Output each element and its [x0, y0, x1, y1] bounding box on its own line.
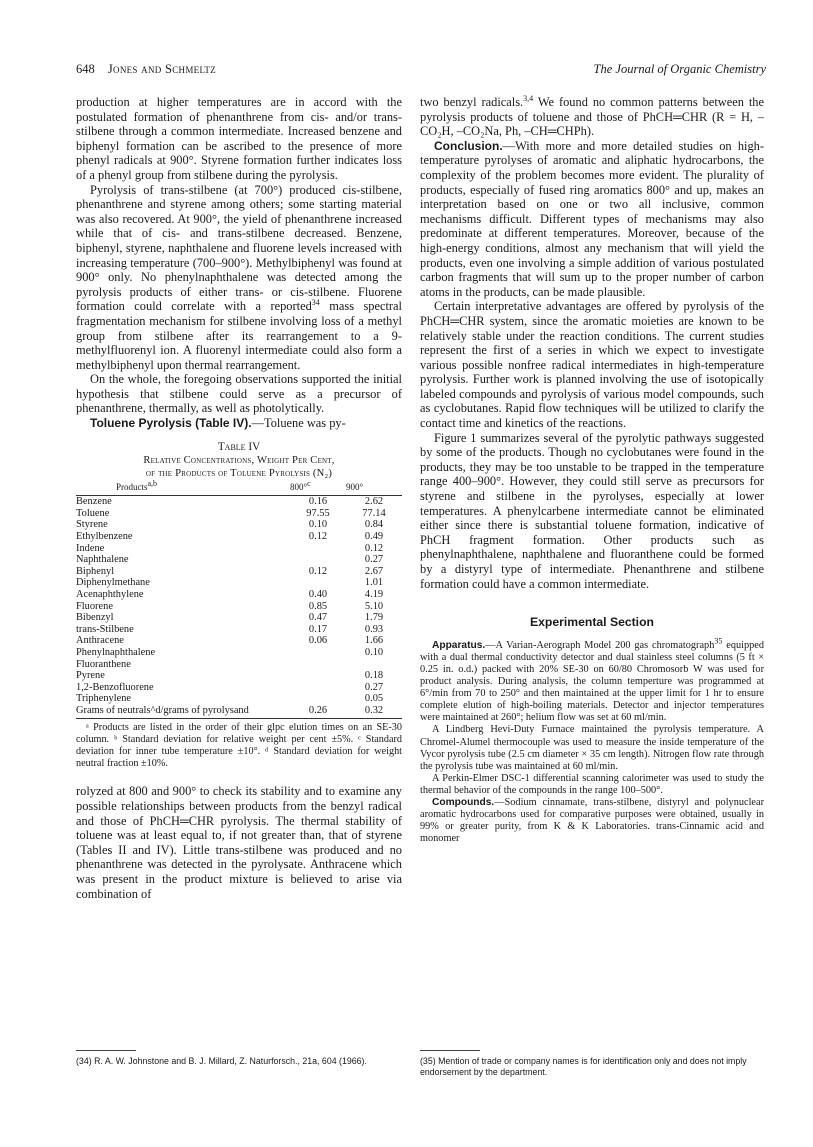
product-name: Phenylnaphthalene: [76, 646, 156, 658]
table-row: [76, 554, 402, 566]
footnote-mark: a,b: [147, 478, 158, 488]
footnote-mark: c: [307, 478, 311, 488]
table-row: [76, 543, 402, 555]
citation-mark: 35: [714, 636, 723, 646]
value-800: [290, 647, 346, 659]
value-800: 97.55: [306, 507, 330, 519]
product-name: Benzene: [76, 496, 112, 508]
value-800: 0.26: [290, 705, 346, 718]
value-900: 2.62: [364, 496, 384, 508]
table-caption-line: Relative Concentrations, Weight Per Cent,: [143, 454, 335, 466]
product-name: Naphthalene: [76, 554, 129, 566]
value-900: 5.10: [364, 600, 384, 612]
value-800: 0.85: [308, 600, 328, 612]
value-800: [290, 554, 346, 566]
product-name: Styrene: [76, 519, 108, 531]
product-name: Fluorene: [76, 600, 113, 612]
paragraph: [76, 183, 402, 373]
paragraph: Figure 1 summarizes several of the pyrolytic pathways suggested by some of the products. Though no cyclobutanes were found in the products, they may be too unstable to be trapped in the temperature range 400–900°. However, they could still serve as precursors for styrene and stilbene in the pyrolyses, especially at lower temperatures. A phenylcarbene intermediate cannot be eliminated either since there is substantial toluene formation, indicative of PhCH fragment formation. Other products such as phenylnaphthalene, naphthalene and fluoranthene could be formed by a distyryl type of intermediate. Phenanthrene and stilbene formation could have a common intermediate.: [420, 430, 764, 591]
table-row: [76, 589, 402, 601]
value-900: 1.01: [364, 577, 384, 589]
paragraph: rolyzed at 800 and 900° to check its stability and to examine any possible relationships between products from the benzyl radical and those of PhCH═CHR pyrolysis. The thermal stability of toluene was at least equal to, if not greater than, that of styrene (Tables II and IV). Little trans-stilbene was produced and no phenanthrene was detected in the pyrolysate. Anthracene which was present in the product mixture is believed to arise via combination of: [76, 784, 402, 901]
table-row: [76, 670, 402, 682]
data-table: [76, 478, 402, 719]
table-title: Table IV: [217, 440, 261, 453]
paragraph-text: —Toluene was py-: [251, 416, 346, 431]
product-name: 1,2-Benzofluorene: [76, 681, 154, 693]
value-800: [290, 577, 346, 589]
paragraph-text: Pyrolysis of trans-stilbene (at 700°) produced cis-stilbene, phenanthrene and styrene among others; some starting material was also recovered. At 900°, the yield of phenanthrene increased while that of cis- and trans-stilbene decreased. Benzene, biphenyl, styrene, naphthalene and fluorene levels increased with increasing temperature (700–900°). Methylbiphenyl was found at 900° only. No phenylnaphthalene was detected among the pyrolysis products of either trans- or cis-stilbene. Fluorene formation could correlate with a reported: [76, 182, 402, 314]
product-name: Anthracene: [76, 635, 124, 647]
table-row: [76, 647, 402, 659]
product-name: Acenaphthylene: [76, 589, 144, 600]
column-header: [76, 478, 290, 496]
table-footnotes: [76, 722, 402, 771]
value-800: 0.06: [308, 635, 328, 647]
running-authors: Jones and Schmeltz: [107, 62, 217, 76]
paragraph: [420, 797, 764, 845]
table-row: [76, 508, 402, 520]
value-900: 0.18: [364, 670, 384, 682]
value-900: 0.27: [364, 681, 384, 693]
run-in-heading: Compounds.: [432, 797, 495, 808]
page-header: [76, 62, 766, 82]
value-800: 0.40: [308, 589, 328, 600]
value-900: 1.66: [364, 635, 384, 647]
paragraph: production at higher temperatures are in accord with the postulated formation of phenanthrene from cis- and/or trans-stilbene through a common intermediate. Increased benzene and biphenyl formation can be ascribed to the presence of more phenyl radicals at 900°. Styrene formation further indicates loss of a phenyl group from stilbene during the pyrolysis.: [76, 95, 402, 182]
paragraph: [420, 95, 764, 139]
table-row: [76, 531, 402, 543]
journal-name: The Journal of Organic Chemistry: [593, 62, 766, 76]
paragraph: [420, 636, 764, 725]
value-900: 2.67: [364, 565, 384, 577]
table-row: [76, 612, 402, 624]
table-row: [76, 496, 402, 508]
product-name: Triphenylene: [76, 693, 132, 705]
value-800: 0.12: [308, 531, 328, 543]
table-row: [76, 566, 402, 578]
experimental-section: [420, 636, 764, 846]
product-name: trans-Stilbene: [76, 623, 134, 635]
footnote-rule: [420, 1050, 480, 1051]
value-800: 0.16: [308, 496, 328, 508]
value-900: [346, 659, 402, 671]
table-row: [76, 577, 402, 589]
table-row: [76, 693, 402, 705]
paragraph-text: We found no common patterns between the pyrolysis products of toluene and those of PhCH═CHR (R = H, –CO₂H, –CO₂Na, Ph, –CH═CHPh).: [420, 95, 764, 139]
page-number: 648: [76, 62, 95, 76]
right-column: [420, 95, 764, 845]
paragraph-text: —A Varian-Aerograph Model 200 gas chromatograph: [485, 639, 715, 651]
value-800: [290, 693, 346, 705]
footnote-rule: [76, 1050, 136, 1051]
paragraph: [76, 416, 402, 431]
value-900: 0.93: [364, 623, 384, 635]
table-caption-line: of the Products of Toluene Pyrolysis (N₂): [145, 467, 333, 479]
product-name: Biphenyl: [76, 565, 115, 577]
product-name: Fluoranthene: [76, 658, 131, 670]
value-800: 0.47: [308, 612, 328, 624]
product-name: Bibenzyl: [76, 612, 114, 624]
product-name: Toluene: [76, 507, 110, 519]
product-name: Grams of neutrals^d/grams of pyrolysand: [76, 705, 290, 718]
table-iv: [76, 441, 402, 771]
paragraph: Certain interpretative advantages are offered by pyrolysis of the PhCH═CHR system, since the aromatic moieties are known to be relatively stable under the reaction conditions. The current studies represent the first of a series in which we expect to investigate various possible nonfree radical intermediates in high-temperature pyrolysis. Further work is planned involving the use of isotopically labeled compounds and pyrolysis of various model compounds, such as cyclobutanes. Rapid flow techniques will be utilized to clarify the contact time and kinetics of the reactions.: [420, 299, 764, 431]
header-left: [76, 62, 216, 77]
table-row: [76, 519, 402, 531]
value-900: 0.49: [364, 531, 384, 543]
value-800: [290, 682, 346, 694]
value-800: 0.10: [308, 519, 328, 531]
column-header-text: Products: [116, 481, 148, 492]
reference-footnote: (34) R. A. W. Johnstone and B. J. Millard, Z. Naturforsch., 21a, 604 (1966).: [76, 1056, 367, 1066]
paragraph-text: —Sodium cinnamate, trans-stilbene, distyryl and polynuclear aromatic hydrocarbons used for comparative purposes were obtained, usually in 99% or greater purity, from K & K Laboratories. trans-Cinnamic acid and monomer: [420, 797, 764, 845]
value-900: 0.27: [364, 554, 384, 566]
value-800: 0.12: [308, 565, 328, 577]
citation-mark: 34: [311, 298, 320, 308]
paragraph: A Lindberg Hevi-Duty Furnace maintained the pyrolysis temperature. A Chromel-Alumel thermocouple was used to measure the inside temperature of the Vycor pyrolysis tube (2.5 cm diameter × 35 cm length). Nitrogen flow rate through the pyrolysis tube was maintained at 60 ml/min.: [420, 724, 764, 772]
value-800: [290, 670, 346, 682]
value-900: 0.12: [364, 542, 384, 554]
table-row: [76, 601, 402, 613]
paragraph-text: equipped with a dual thermal conductivity detector and dual stainless steel columns (5 ft × 0.25 in. o.d.) packed with 20% SE-30 on 60/80 Chromosorb W was used for product analysis. During analysis, the column temperture was programmed at 6°/min from 70 to 250° and then maintained at the upper limit for 1 hr to ensure complete elution of high-boiling materials. Detector and injector temperatures were maintained at 260°; helium flow was set at 60 ml/min.: [420, 639, 764, 724]
table-row: [76, 659, 402, 671]
paragraph: A Perkin-Elmer DSC-1 differential scanning calorimeter was used to study the thermal behavior of the compounds in the range 100–500°.: [420, 772, 764, 796]
product-name: Indene: [76, 542, 105, 554]
column-header: [290, 478, 346, 496]
value-900: 0.32: [346, 705, 402, 718]
table-row: [76, 705, 402, 718]
table-row: [76, 635, 402, 647]
column-header-text: 800°: [290, 481, 308, 492]
run-in-heading: Toluene Pyrolysis (Table IV).: [90, 416, 252, 431]
value-800: [290, 543, 346, 555]
footnote-text: ᵃ Products are listed in the order of their glpc elution times on an SE-30 column. ᵇ Standard deviation for relative weight per cent ±5%. ᶜ Standard deviation for inner tube temperature ±10°. ᵈ Standard deviation for weight neutral fraction ±10%.: [76, 721, 402, 770]
product-name: Diphenylmethane: [76, 577, 150, 589]
section-heading: Experimental Section: [530, 615, 654, 630]
left-column: [76, 95, 402, 901]
paragraph: On the whole, the foregoing observations supported the initial hypothesis that stilbene could serve as a precursor of phenanthrene, thermally, as well as photolytically.: [76, 372, 402, 416]
reference-footnote: (35) Mention of trade or company names is for identification only and does not imply endorsement by the department.: [420, 1056, 747, 1077]
product-name: Ethylbenzene: [76, 531, 133, 543]
value-900: 0.05: [364, 693, 384, 705]
value-800: 0.17: [308, 623, 328, 635]
paragraph-text: mass spectral fragmentation mechanism for stilbene involving loss of a methyl group from stilbene after its rearrangement to a 9-methylfluorenyl ion. A fluorenyl intermediate could also form a methylbiphenyl upon thermal rearrangement.: [76, 299, 402, 372]
run-in-heading: Conclusion.: [434, 138, 503, 153]
value-900: 4.19: [364, 589, 384, 600]
value-900: 77.14: [362, 507, 386, 519]
paragraph: [420, 139, 764, 300]
run-in-heading: Apparatus.: [432, 639, 486, 651]
value-900: 0.84: [364, 519, 384, 531]
column-header: 900°: [346, 482, 402, 496]
value-900: 0.10: [364, 646, 384, 658]
paragraph-text: —With more and more detailed studies on high-temperature pyrolyses of aromatic and aliphatic hydrocarbons, the complexity of the problem becomes more evident. The plurality of products, especially of fused ring aromatics 800° and up, makes an interpretation based on one or two all inclusive, common mechanisms difficult. Different types of mechanisms may also predominate at different temperatures. Moreover, because of the high-energy conditions, almost any mechanism that will yield the products, even one involving a simple addition of various postulated carbon fragments that will sum up to the proper number of carbon atoms in the products, can be made plausible.: [420, 138, 764, 299]
paragraph-text: two benzyl radicals.: [420, 95, 524, 109]
table-row: [76, 682, 402, 694]
value-900: 1.79: [364, 612, 384, 624]
product-name: Pyrene: [76, 670, 105, 682]
table-row: [76, 624, 402, 636]
citation-mark: 3,4: [523, 93, 534, 103]
table-body: [76, 496, 402, 718]
value-800: [290, 659, 346, 671]
